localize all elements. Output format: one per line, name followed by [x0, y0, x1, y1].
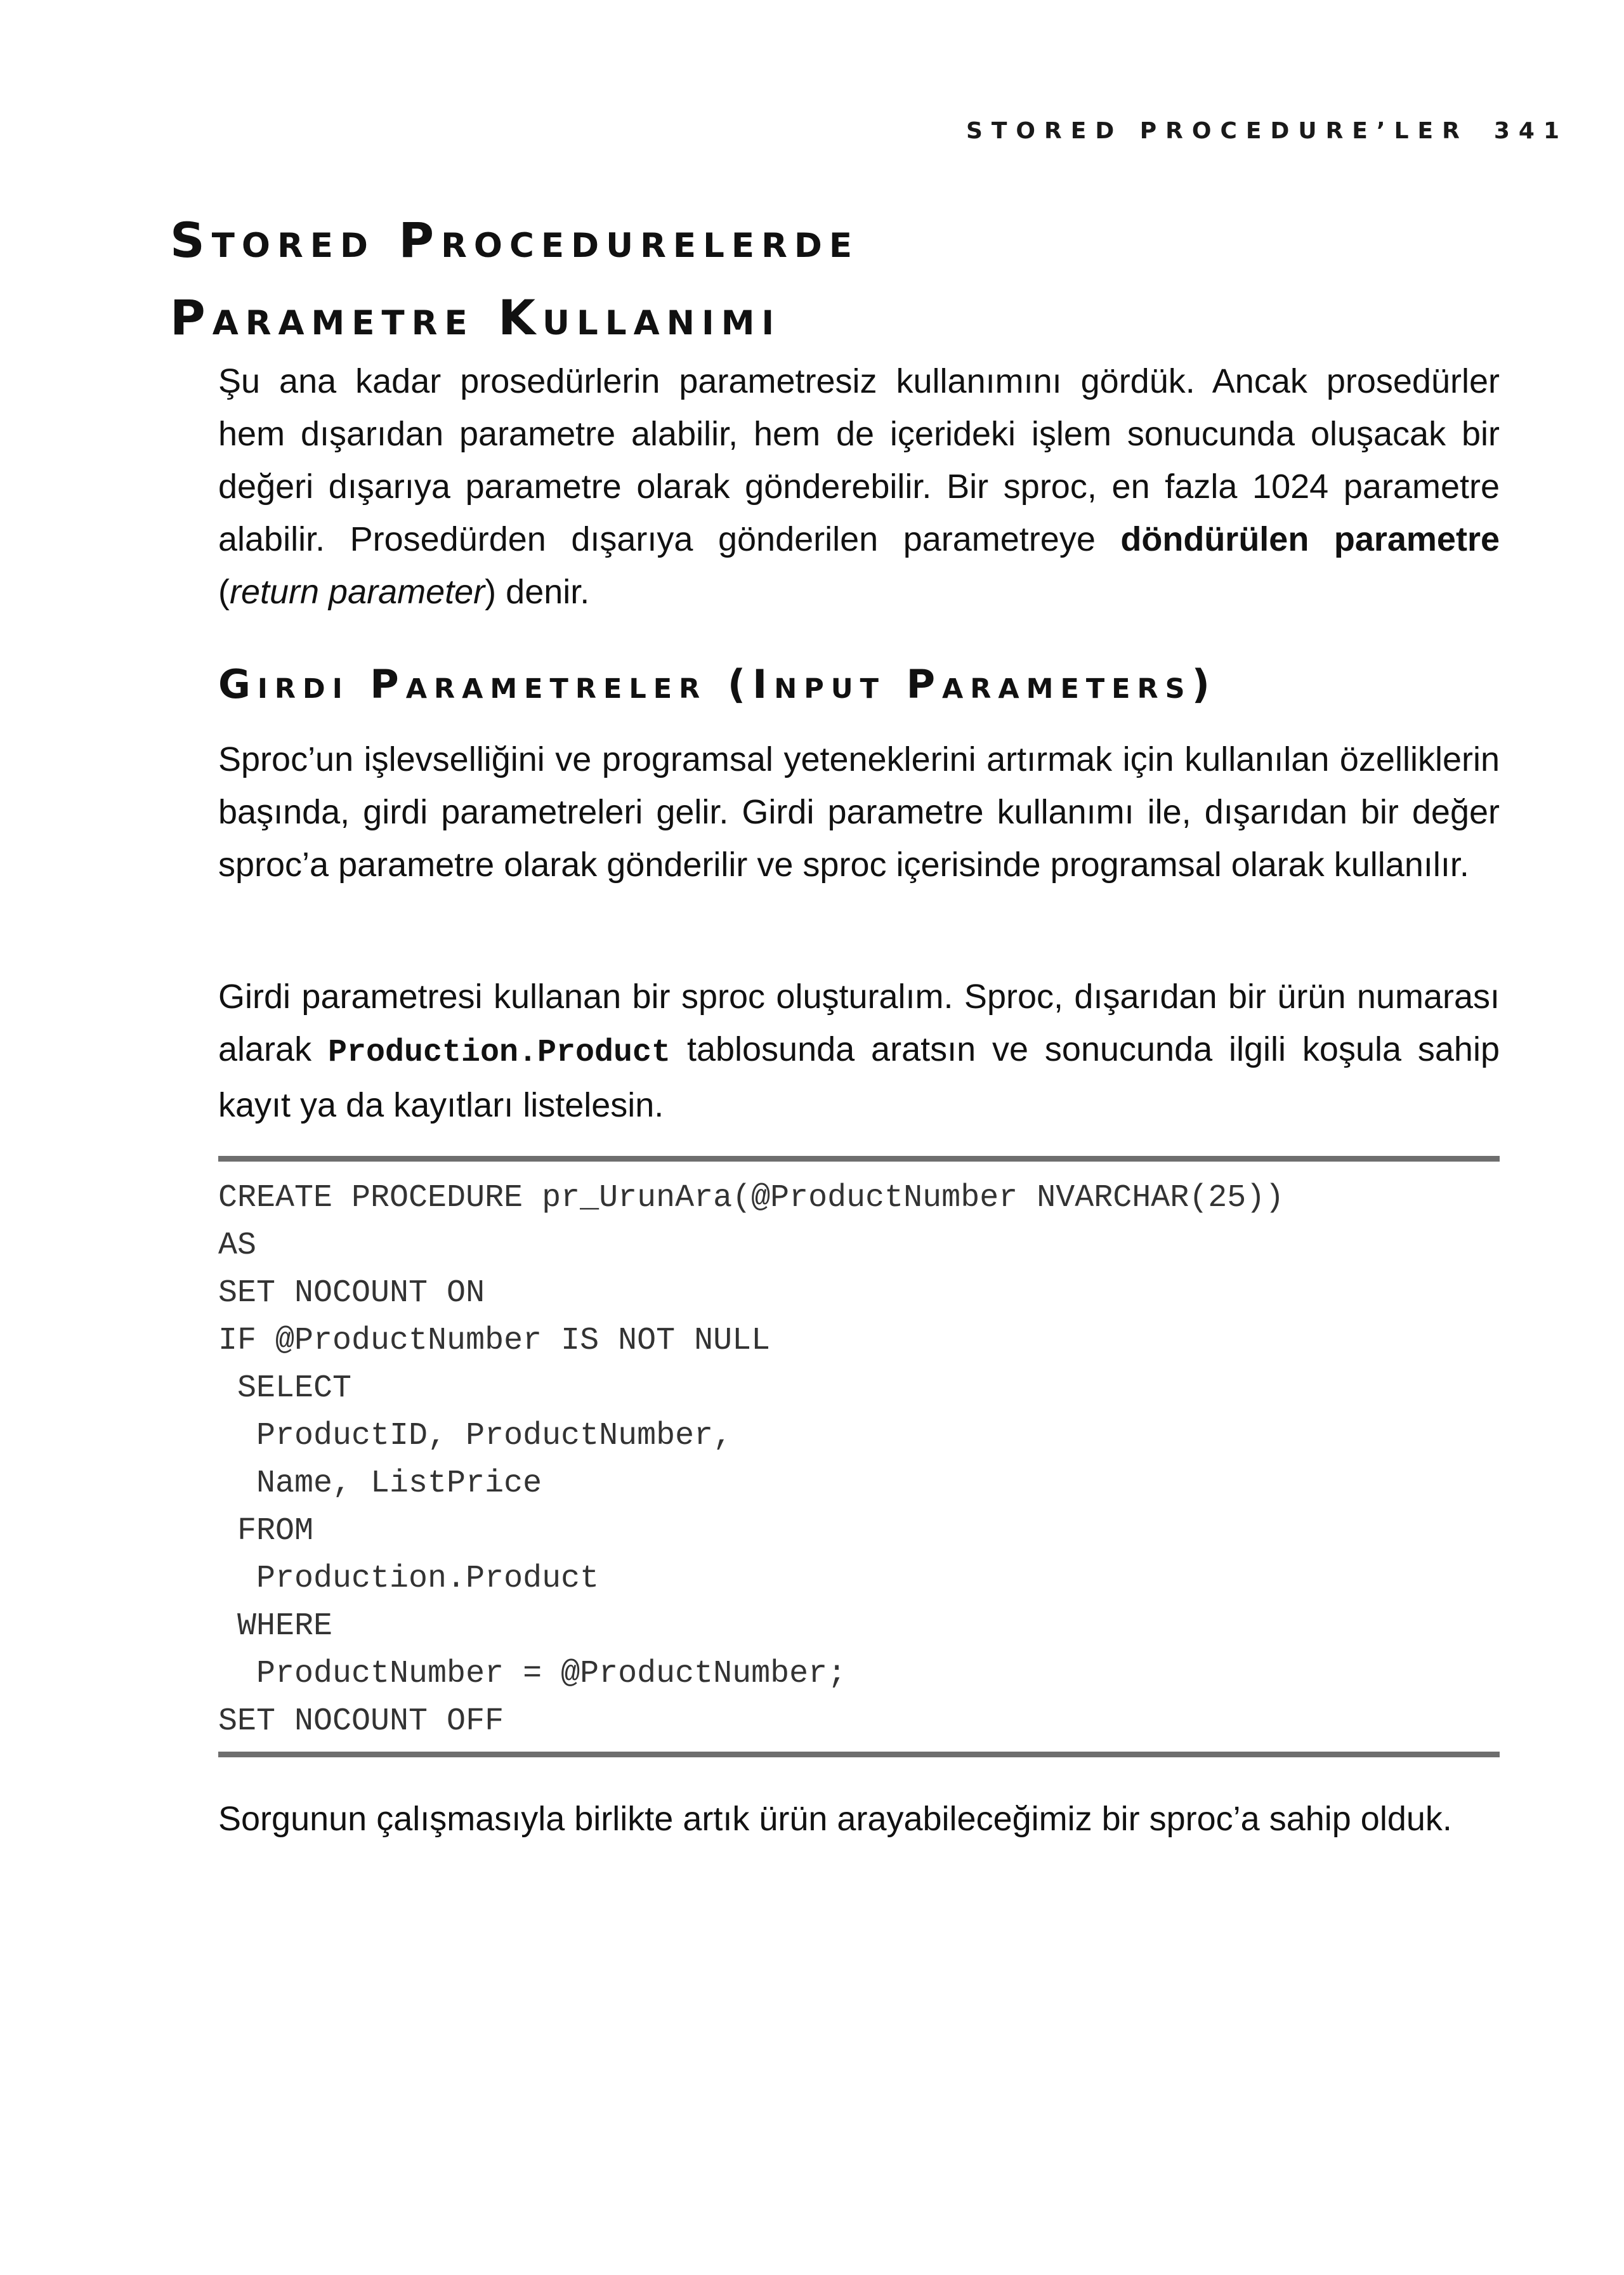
code-line: SET NOCOUNT OFF: [218, 1703, 504, 1740]
chapter-title: [170, 202, 1502, 357]
code-line: Name, ListPrice: [218, 1465, 542, 1502]
intro-bold-term: döndürülen parametre: [1120, 520, 1500, 558]
chapter-title-line-2: Parametre Kullanımı: [170, 289, 782, 346]
intro-paragraph: [218, 355, 1500, 619]
section-heading-wrap: [218, 661, 1500, 707]
running-header: [966, 118, 1568, 144]
intro-section: [218, 355, 1500, 619]
code-lines: [218, 1162, 1500, 1745]
intro-paren-open: (: [218, 573, 230, 611]
section-paragraph-1-wrap: [218, 733, 1500, 891]
chapter-title-line-1: Stored Procedurelerde: [170, 212, 860, 268]
intro-text-end: ) denir.: [485, 573, 590, 611]
code-line: CREATE PROCEDURE pr_UrunAra(@ProductNumber NVARCHAR(25)): [218, 1180, 1285, 1216]
code-line: WHERE: [218, 1608, 333, 1644]
intro-text: Şu ana kadar prosedürlerin parametresiz kullanımını gördük. Ancak prosedürler hem dışarıdan parametre alabilir, hem de içerideki işlem sonucunda oluşacak bir değeri dışarıya parametre olarak gönderebilir. Bir sproc, en fazla 1024 parametre alabilir. Prosedürden dışarıya gönderilen parametreye: [218, 362, 1500, 558]
page-number: 341: [1493, 118, 1568, 144]
code-line: SELECT: [218, 1370, 352, 1406]
section-paragraph-2-text: Girdi parametresi kullanan bir sproc oluşturalım. Sproc, dışarıdan bir ürün numarası alarak: [218, 978, 1500, 1068]
section-paragraph-2-text-end: tablosunda aratsın ve sonucunda ilgili koşula sahip kayıt ya da kayıtları listelesin.: [218, 1030, 1500, 1124]
code-line: IF @ProductNumber IS NOT NULL: [218, 1323, 771, 1359]
code-line: FROM: [218, 1513, 314, 1549]
section-paragraph-1: Sproc’un işlevselliğini ve programsal yeteneklerini artırmak için kullanılan özelliklerin başında, girdi parametreleri gelir. Girdi parametre kullanımı ile, dışarıdan bir değer sproc’a parametre olarak gönderilir ve sproc içerisinde programsal olarak kullanılır.: [218, 740, 1500, 884]
intro-italic-term: return parameter: [229, 573, 485, 611]
code-line: ProductID, ProductNumber,: [218, 1418, 733, 1454]
code-line: SET NOCOUNT ON: [218, 1275, 485, 1311]
inline-code-table-name: Production.Product: [327, 1035, 671, 1071]
closing-section: [218, 1793, 1500, 1846]
section-paragraph-2-wrap: [218, 971, 1500, 1132]
code-line: ProductNumber = @ProductNumber;: [218, 1656, 847, 1692]
section-paragraph-2: [218, 971, 1500, 1132]
running-header-title: STORED PROCEDURE’LER: [966, 118, 1469, 144]
section-title: Girdi Parametreler (Input Parameters): [218, 661, 1217, 707]
code-line: AS: [218, 1228, 257, 1264]
code-line: Production.Product: [218, 1561, 599, 1597]
closing-paragraph: Sorgunun çalışmasıyla birlikte artık ürün arayabileceğimiz bir sproc’a sahip olduk.: [218, 1800, 1452, 1838]
code-block: [218, 1156, 1500, 1757]
